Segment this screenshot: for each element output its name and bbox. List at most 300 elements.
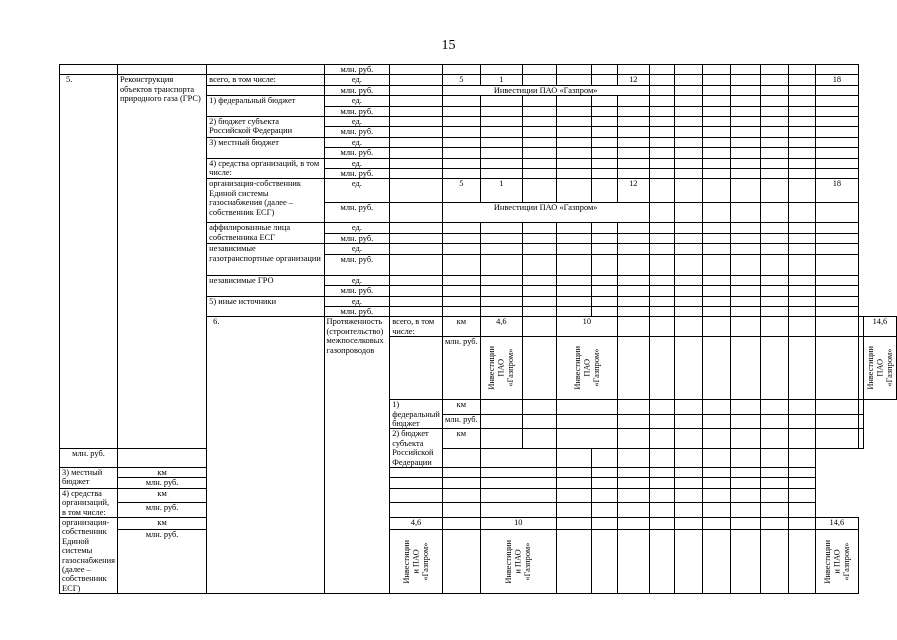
table-cell bbox=[390, 127, 443, 137]
table-cell bbox=[702, 233, 730, 243]
line-label: 3) местный бюджет bbox=[207, 137, 324, 158]
table-cell bbox=[702, 148, 730, 158]
table-cell bbox=[649, 179, 675, 203]
table-cell bbox=[442, 137, 480, 147]
table-cell bbox=[591, 65, 617, 75]
table-cell bbox=[480, 337, 522, 400]
value-cell: 1 bbox=[480, 179, 522, 203]
table-cell bbox=[442, 148, 480, 158]
table-cell bbox=[675, 223, 702, 233]
table-cell bbox=[522, 65, 556, 75]
table-cell bbox=[591, 137, 617, 147]
table-cell bbox=[702, 429, 730, 448]
investment-note-vertical: Инвестиции и ПАО «Газпром» bbox=[401, 539, 430, 584]
line-label: 2) бюджет субъекта Российской Федерации bbox=[207, 117, 324, 138]
line-label: 1) федеральный бюджет bbox=[207, 96, 324, 117]
table-cell bbox=[556, 296, 591, 306]
table-cell bbox=[522, 96, 556, 106]
table-cell bbox=[761, 127, 789, 137]
table-cell bbox=[761, 503, 789, 518]
unit-cell: млн. руб. bbox=[324, 148, 390, 158]
table-cell bbox=[675, 65, 702, 75]
table-cell bbox=[675, 529, 702, 594]
table-cell bbox=[390, 503, 443, 518]
table-cell bbox=[390, 65, 443, 75]
table-cell bbox=[761, 296, 789, 306]
table-cell bbox=[815, 414, 858, 429]
table-cell bbox=[815, 400, 858, 415]
table-cell bbox=[675, 275, 702, 285]
table-cell bbox=[730, 448, 761, 467]
table-cell bbox=[442, 488, 480, 503]
table-cell bbox=[702, 306, 730, 316]
table-cell bbox=[522, 158, 556, 168]
table-cell bbox=[730, 203, 761, 223]
table-cell bbox=[815, 148, 858, 158]
table-cell bbox=[390, 106, 443, 116]
table-cell bbox=[789, 75, 816, 85]
table-cell bbox=[761, 75, 789, 85]
table-cell bbox=[617, 448, 649, 467]
table-cell bbox=[815, 529, 858, 594]
table-cell bbox=[675, 169, 702, 179]
table-cell bbox=[442, 296, 480, 306]
table-cell bbox=[522, 254, 556, 275]
table-cell bbox=[761, 478, 789, 488]
table-cell bbox=[591, 529, 617, 594]
table-cell bbox=[522, 429, 556, 448]
value-cell: 1 bbox=[480, 75, 522, 85]
table-cell bbox=[702, 65, 730, 75]
table-cell bbox=[789, 223, 816, 233]
line-label: 4) средства организаций, в том числе: bbox=[60, 488, 118, 517]
table-cell bbox=[649, 117, 675, 127]
line-label: независимые ГРО bbox=[207, 275, 324, 296]
table-cell bbox=[702, 179, 730, 203]
unit-cell: млн. руб. bbox=[324, 203, 390, 223]
table-cell bbox=[480, 488, 556, 503]
table-cell bbox=[649, 448, 675, 467]
table-cell bbox=[390, 337, 443, 400]
table-cell bbox=[556, 75, 591, 85]
table-cell bbox=[617, 137, 649, 147]
table-cell bbox=[815, 85, 858, 95]
table-cell bbox=[591, 244, 617, 254]
table-cell bbox=[815, 223, 858, 233]
table-cell bbox=[617, 158, 649, 168]
table-row bbox=[60, 75, 897, 85]
table-cell bbox=[702, 286, 730, 296]
table-cell bbox=[117, 65, 206, 75]
table-cell bbox=[761, 529, 789, 594]
table-cell bbox=[730, 223, 761, 233]
table-cell bbox=[675, 448, 702, 467]
unit-cell: ед. bbox=[324, 137, 390, 147]
table-cell bbox=[591, 148, 617, 158]
table-cell bbox=[761, 488, 789, 503]
table-cell bbox=[761, 169, 789, 179]
table-cell bbox=[675, 148, 702, 158]
table-cell bbox=[390, 169, 443, 179]
table-cell bbox=[617, 317, 649, 337]
table-cell bbox=[480, 96, 522, 106]
table-cell bbox=[442, 158, 480, 168]
unit-cell: ед. bbox=[324, 96, 390, 106]
table-cell bbox=[522, 317, 556, 337]
table-cell bbox=[761, 233, 789, 243]
table-cell bbox=[649, 254, 675, 275]
page-number: 15 bbox=[441, 38, 456, 53]
table-cell bbox=[480, 137, 522, 147]
table-cell bbox=[617, 233, 649, 243]
table-cell bbox=[480, 127, 522, 137]
table-cell bbox=[556, 179, 591, 203]
table-cell bbox=[522, 337, 556, 400]
table-cell bbox=[649, 223, 675, 233]
table-cell bbox=[649, 518, 675, 530]
table-cell bbox=[649, 317, 675, 337]
table-cell bbox=[789, 127, 816, 137]
table-cell bbox=[675, 286, 702, 296]
unit-cell: ед. bbox=[324, 158, 390, 168]
table-cell bbox=[730, 286, 761, 296]
table-cell bbox=[730, 158, 761, 168]
table-cell bbox=[442, 306, 480, 316]
table-cell bbox=[442, 478, 480, 488]
unit-cell: млн. руб. bbox=[442, 337, 480, 400]
line-label: организация-собственник Единой системы газоснабжения (далее – собственник ЕСГ) bbox=[60, 518, 118, 594]
table-cell bbox=[591, 296, 617, 306]
unit-cell: млн. руб. bbox=[324, 85, 390, 95]
table-cell bbox=[730, 488, 761, 503]
table-cell bbox=[390, 275, 443, 285]
total-cell: 18 bbox=[815, 179, 858, 203]
table-cell bbox=[442, 286, 480, 296]
table-cell bbox=[556, 127, 591, 137]
table-cell bbox=[702, 275, 730, 285]
table-cell bbox=[390, 158, 443, 168]
table-cell bbox=[789, 488, 816, 503]
line-label: независимые газотранспортные организации bbox=[207, 244, 324, 275]
table-cell bbox=[649, 306, 675, 316]
table-cell bbox=[789, 254, 816, 275]
unit-cell: ед. bbox=[324, 117, 390, 127]
table-cell bbox=[442, 117, 480, 127]
table-cell bbox=[702, 169, 730, 179]
table-cell bbox=[390, 233, 443, 243]
table-cell bbox=[591, 488, 617, 503]
table-cell bbox=[480, 478, 556, 488]
unit-cell: млн. руб. bbox=[324, 306, 390, 316]
table-cell bbox=[675, 478, 702, 488]
table-cell bbox=[556, 414, 617, 429]
table-cell bbox=[730, 414, 761, 429]
table-cell bbox=[702, 400, 730, 415]
table-cell bbox=[702, 448, 730, 467]
table-cell bbox=[591, 286, 617, 296]
table-cell bbox=[789, 478, 816, 488]
table-cell bbox=[480, 275, 522, 285]
table-cell bbox=[675, 85, 702, 95]
investment-note-vertical: Инвестиции ПАО «Газпром» bbox=[487, 346, 516, 390]
table-cell bbox=[649, 65, 675, 75]
table-cell bbox=[591, 306, 617, 316]
table-cell bbox=[117, 448, 206, 467]
table-cell bbox=[702, 467, 730, 477]
line-label: аффилированные лица собственника ЕСГ bbox=[207, 223, 324, 244]
table-cell bbox=[730, 75, 761, 85]
unit-cell: млн. руб. bbox=[324, 254, 390, 275]
table-cell bbox=[617, 518, 649, 530]
table-cell bbox=[789, 448, 816, 467]
table-cell bbox=[675, 254, 702, 275]
table-cell bbox=[390, 529, 443, 594]
total-cell: 18 bbox=[815, 75, 858, 85]
table-cell bbox=[591, 478, 617, 488]
table-cell bbox=[522, 306, 556, 316]
value-cell: 5 bbox=[442, 179, 480, 203]
table-cell bbox=[591, 179, 617, 203]
table-cell bbox=[649, 337, 675, 400]
table-cell bbox=[815, 317, 858, 337]
table-cell bbox=[789, 467, 816, 477]
unit-cell: млн. руб. bbox=[324, 169, 390, 179]
table-cell bbox=[480, 254, 522, 275]
table-cell bbox=[815, 337, 858, 400]
total-cell: 14,6 bbox=[863, 317, 896, 337]
table-cell bbox=[390, 488, 443, 503]
table-cell bbox=[649, 169, 675, 179]
investment-note-vertical: Инвестиции ПАО «Газпром» bbox=[865, 346, 894, 390]
table-cell bbox=[730, 529, 761, 594]
table-cell bbox=[480, 148, 522, 158]
table-cell bbox=[591, 158, 617, 168]
unit-cell: ед. bbox=[324, 296, 390, 306]
table-cell bbox=[815, 429, 858, 448]
table-cell bbox=[675, 518, 702, 530]
table-cell bbox=[390, 306, 443, 316]
table-cell bbox=[617, 254, 649, 275]
table-cell bbox=[815, 254, 858, 275]
table-cell bbox=[480, 296, 522, 306]
table-cell bbox=[649, 127, 675, 137]
table-cell bbox=[730, 65, 761, 75]
table-cell bbox=[556, 106, 591, 116]
unit-cell: км bbox=[442, 317, 480, 337]
table-cell bbox=[522, 106, 556, 116]
table-cell bbox=[556, 117, 591, 127]
table-cell bbox=[480, 233, 522, 243]
table-cell bbox=[675, 96, 702, 106]
table-cell bbox=[702, 75, 730, 85]
table-cell bbox=[702, 317, 730, 337]
unit-cell: млн. руб. bbox=[324, 233, 390, 243]
table-cell bbox=[815, 96, 858, 106]
table-cell bbox=[649, 203, 675, 223]
row-number: 5. bbox=[60, 75, 118, 448]
value-cell: 12 bbox=[617, 179, 649, 203]
table-cell bbox=[761, 286, 789, 296]
unit-cell: млн. руб. bbox=[117, 529, 206, 594]
table-cell bbox=[591, 106, 617, 116]
table-cell bbox=[617, 286, 649, 296]
table-cell bbox=[617, 296, 649, 306]
table-cell bbox=[761, 414, 789, 429]
line-label: всего, в том числе: bbox=[390, 317, 443, 337]
table-cell bbox=[761, 337, 789, 400]
table-cell bbox=[591, 169, 617, 179]
table-cell bbox=[730, 429, 761, 448]
table-cell bbox=[730, 400, 761, 415]
table-cell bbox=[522, 296, 556, 306]
table-cell bbox=[442, 169, 480, 179]
table-cell bbox=[649, 244, 675, 254]
table-cell bbox=[730, 169, 761, 179]
table-cell bbox=[675, 106, 702, 116]
table-cell bbox=[649, 158, 675, 168]
total-cell: 14,6 bbox=[815, 518, 858, 530]
table-cell bbox=[442, 254, 480, 275]
line-label: всего, в том числе: bbox=[207, 75, 324, 85]
table-cell bbox=[789, 137, 816, 147]
table-cell bbox=[442, 96, 480, 106]
table-cell bbox=[649, 429, 675, 448]
table-cell bbox=[390, 117, 443, 127]
table-cell bbox=[815, 65, 858, 75]
table-cell bbox=[591, 503, 617, 518]
investment-table bbox=[59, 64, 897, 594]
table-cell bbox=[702, 254, 730, 275]
table-cell bbox=[617, 467, 649, 477]
table-cell bbox=[858, 400, 863, 415]
table-cell bbox=[675, 158, 702, 168]
table-cell bbox=[390, 148, 443, 158]
table-cell bbox=[617, 223, 649, 233]
table-cell bbox=[556, 529, 591, 594]
table-cell bbox=[789, 518, 816, 530]
table-cell bbox=[556, 244, 591, 254]
table-cell bbox=[522, 148, 556, 158]
table-cell bbox=[789, 179, 816, 203]
unit-cell: ед. bbox=[324, 244, 390, 254]
table-cell bbox=[591, 223, 617, 233]
investment-note-vertical: Инвестиции и ПАО «Газпром» bbox=[822, 539, 851, 584]
table-cell bbox=[730, 317, 761, 337]
table-cell bbox=[442, 65, 480, 75]
table-cell bbox=[390, 478, 443, 488]
table-cell bbox=[556, 429, 617, 448]
table-cell bbox=[815, 117, 858, 127]
unit-cell: км bbox=[117, 518, 206, 530]
table-cell bbox=[522, 75, 556, 85]
table-cell bbox=[761, 306, 789, 316]
table-cell bbox=[591, 518, 617, 530]
table-cell bbox=[556, 400, 617, 415]
table-cell bbox=[675, 503, 702, 518]
table-cell bbox=[649, 296, 675, 306]
table-cell bbox=[730, 244, 761, 254]
table-cell bbox=[675, 306, 702, 316]
table-cell bbox=[649, 478, 675, 488]
table-cell bbox=[649, 467, 675, 477]
table-cell bbox=[617, 400, 649, 415]
table-cell bbox=[556, 275, 591, 285]
table-cell bbox=[556, 286, 591, 296]
table-cell bbox=[761, 467, 789, 477]
table-cell bbox=[761, 223, 789, 233]
table-cell bbox=[556, 306, 591, 316]
table-cell bbox=[556, 158, 591, 168]
table-cell bbox=[702, 488, 730, 503]
table-cell bbox=[522, 223, 556, 233]
value-cell: 4,6 bbox=[390, 518, 443, 530]
investment-note: Инвестиции ПАО «Газпром» bbox=[442, 203, 649, 223]
table-cell bbox=[442, 529, 480, 594]
table-cell bbox=[702, 518, 730, 530]
table-cell bbox=[761, 117, 789, 127]
table-cell bbox=[522, 244, 556, 254]
table-cell bbox=[390, 75, 443, 85]
table-cell bbox=[591, 233, 617, 243]
table-cell bbox=[730, 117, 761, 127]
table-cell bbox=[675, 117, 702, 127]
table-cell bbox=[858, 414, 863, 429]
line-label: 4) средства организаций, в том числе: bbox=[207, 158, 324, 179]
table-cell bbox=[789, 244, 816, 254]
table-cell bbox=[480, 400, 522, 415]
table-cell bbox=[789, 503, 816, 518]
table-cell bbox=[675, 488, 702, 503]
table-cell bbox=[702, 203, 730, 223]
table-cell bbox=[480, 244, 522, 254]
table-cell bbox=[815, 203, 858, 223]
table-cell bbox=[522, 414, 556, 429]
table-cell bbox=[675, 233, 702, 243]
table-cell bbox=[390, 286, 443, 296]
table-cell bbox=[789, 275, 816, 285]
table-cell bbox=[617, 503, 649, 518]
table-cell bbox=[675, 244, 702, 254]
table-cell bbox=[702, 85, 730, 95]
table-cell bbox=[442, 467, 480, 477]
table-cell bbox=[789, 337, 816, 400]
table-cell bbox=[207, 65, 324, 75]
unit-cell: ед. bbox=[324, 223, 390, 233]
table-cell bbox=[617, 96, 649, 106]
table-cell bbox=[390, 203, 443, 223]
table-cell bbox=[789, 148, 816, 158]
unit-cell: км bbox=[442, 429, 480, 448]
table-cell bbox=[522, 137, 556, 147]
table-cell bbox=[556, 488, 591, 503]
line-label: организация-собственник Единой системы газоснабжения (далее – собственник ЕСГ) bbox=[207, 179, 324, 223]
unit-cell: млн. руб. bbox=[442, 414, 480, 429]
table-cell bbox=[815, 158, 858, 168]
table-cell bbox=[702, 96, 730, 106]
table-cell bbox=[675, 400, 702, 415]
table-cell bbox=[730, 478, 761, 488]
table-cell bbox=[858, 429, 863, 448]
table-cell bbox=[730, 275, 761, 285]
line-label: 2) бюджет субъекта Российской Федерации bbox=[390, 429, 443, 468]
unit-cell: км bbox=[117, 467, 206, 477]
table-cell bbox=[730, 127, 761, 137]
table-cell bbox=[761, 448, 789, 467]
table-cell bbox=[789, 203, 816, 223]
table-cell bbox=[789, 169, 816, 179]
value-cell: 5 bbox=[442, 75, 480, 85]
table-cell bbox=[815, 306, 858, 316]
